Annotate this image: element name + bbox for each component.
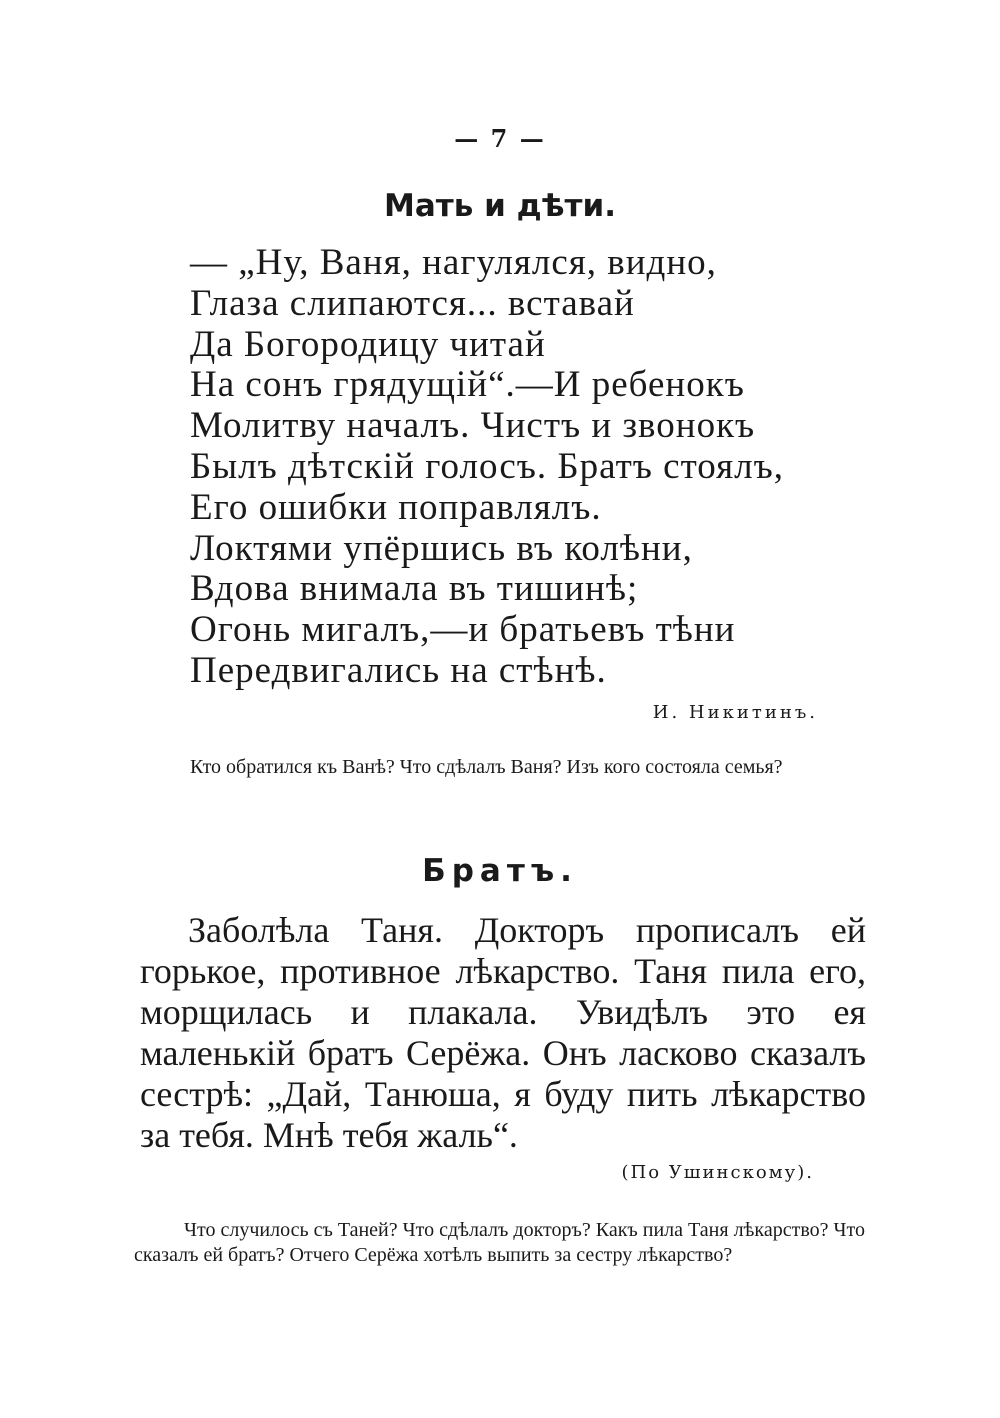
page-number: — 7 — (454, 124, 546, 153)
poem-line: Былъ дѣтскій голосъ. Братъ стоялъ, (190, 445, 784, 487)
poem-line: Вдова внимала въ тишинѣ; (190, 568, 639, 610)
story-questions: Что случилось съ Таней? Что сдѣлалъ докторъ? Какъ пила Таня лѣкарство? Что сказалъ ей братъ? Отчего Серёжа хотѣлъ выпить за сестру лѣкарство? (134, 1219, 865, 1266)
poem-line: Передвигались на стѣнѣ. (190, 649, 607, 691)
poem-line: Его ошибки поправлялъ. (190, 486, 602, 528)
story-text: Заболѣла Таня. Докторъ прописалъ ей горькое, противное лѣкарство. Таня пила его, морщилась и плакала. Увидѣлъ это ея маленькій братъ Серёжа. Онъ ласково сказалъ сестрѣ: „Дай, Танюша, я буду пить лѣкарство за тебя. Мнѣ тебя жаль“. (140, 910, 866, 1155)
story-source: (По Ушинскому). (621, 1162, 814, 1183)
poem-line: Глаза слипаются... вставай (190, 282, 635, 324)
poem (190, 243, 890, 692)
story-title: Братъ. (422, 853, 578, 889)
poem-title: Мать и дѣти. (384, 188, 616, 224)
poem-line: Огонь мигалъ,—и братьевъ тѣни (190, 609, 736, 651)
poem-line: — „Ну, Ваня, нагулялся, видно, (190, 242, 717, 283)
poem-author: И. Никитинъ. (652, 702, 818, 723)
poem-line: Локтями упёршись въ колѣни, (190, 527, 693, 569)
poem-questions: Кто обратился къ Ванѣ? Что сдѣлалъ Ваня? Изъ кого состояла семья? (190, 756, 783, 778)
poem-line: Да Богородицу читай (190, 323, 546, 365)
poem-line: Молитву началъ. Чистъ и звонокъ (190, 405, 756, 447)
poem-line: На сонъ грядущій“.—И ребенокъ (190, 364, 745, 406)
